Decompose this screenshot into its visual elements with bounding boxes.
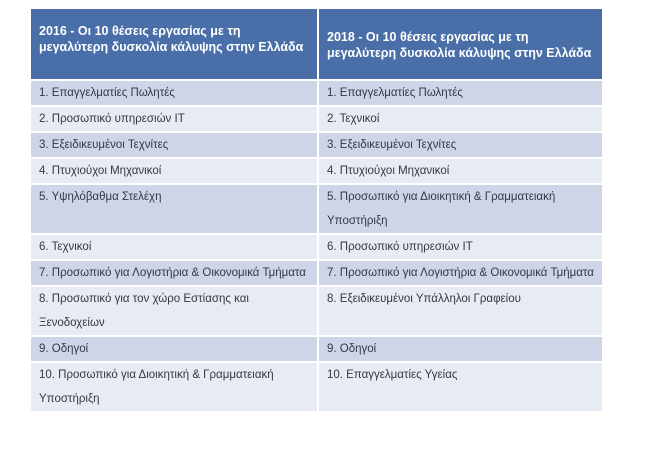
jobs-comparison-table — [31, 9, 602, 411]
table-row — [31, 234, 602, 260]
table-header-row — [31, 9, 602, 80]
table-row — [31, 158, 602, 184]
cell-2016-rank-8: 8. Προσωπικό για τον χώρο Εστίασης και Ξενοδοχείων — [31, 286, 318, 336]
cell-2018-rank-1: 1. Επαγγελματίες Πωλητές — [318, 80, 602, 106]
cell-2016-rank-3: 3. Εξειδικευμένοι Τεχνίτες — [31, 132, 318, 158]
header-2018: 2018 - Οι 10 θέσεις εργασίας με τη μεγαλύτερη δυσκολία κάλυψης στην Ελλάδα — [318, 9, 602, 80]
cell-2016-rank-2: 2. Προσωπικό υπηρεσιών IT — [31, 106, 318, 132]
cell-2018-rank-5: 5. Προσωπικό για Διοικητική & Γραμματειακή Υποστήριξη — [318, 184, 602, 234]
table-row — [31, 260, 602, 286]
cell-2018-rank-9: 9. Οδηγοί — [318, 336, 602, 362]
cell-2016-rank-5: 5. Υψηλόβαθμα Στελέχη — [31, 184, 318, 234]
cell-2018-rank-3: 3. Εξειδικευμένοι Τεχνίτες — [318, 132, 602, 158]
table-row — [31, 80, 602, 106]
table-row — [31, 132, 602, 158]
cell-2016-rank-6: 6. Τεχνικοί — [31, 234, 318, 260]
table-row — [31, 336, 602, 362]
cell-2016-rank-7: 7. Προσωπικό για Λογιστήρια & Οικονομικά Τμήματα — [31, 260, 318, 286]
cell-2018-rank-8: 8. Εξειδικευμένοι Υπάλληλοι Γραφείου — [318, 286, 602, 336]
cell-2018-rank-10: 10. Επαγγελματίες Υγείας — [318, 362, 602, 411]
cell-2016-rank-1: 1. Επαγγελματίες Πωλητές — [31, 80, 318, 106]
table-row — [31, 106, 602, 132]
cell-2016-rank-10: 10. Προσωπικό για Διοικητική & Γραμματειακή Υποστήριξη — [31, 362, 318, 411]
cell-2018-rank-2: 2. Τεχνικοί — [318, 106, 602, 132]
cell-2018-rank-4: 4. Πτυχιούχοι Μηχανικοί — [318, 158, 602, 184]
jobs-comparison-table-container — [31, 9, 602, 411]
table-row — [31, 184, 602, 234]
table-row — [31, 286, 602, 336]
cell-2018-rank-7: 7. Προσωπικό για Λογιστήρια & Οικονομικά Τμήματα — [318, 260, 602, 286]
header-2016: 2016 - Οι 10 θέσεις εργασίας με τη μεγαλύτερη δυσκολία κάλυψης στην Ελλάδα — [31, 9, 318, 80]
cell-2018-rank-6: 6. Προσωπικό υπηρεσιών IT — [318, 234, 602, 260]
table-row — [31, 362, 602, 411]
cell-2016-rank-4: 4. Πτυχιούχοι Μηχανικοί — [31, 158, 318, 184]
cell-2016-rank-9: 9. Οδηγοί — [31, 336, 318, 362]
